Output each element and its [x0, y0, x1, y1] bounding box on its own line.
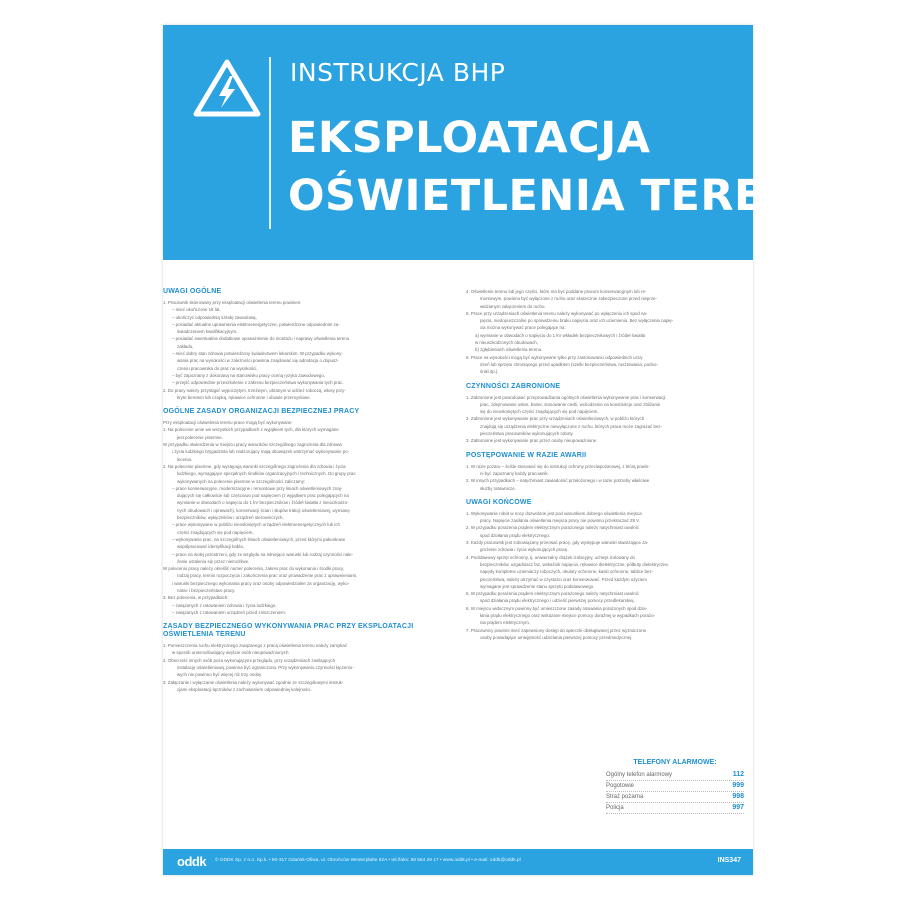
body-text-line: – ukończyć odpowiednią szkołę zawodową, — [172, 314, 257, 320]
left-column — [163, 288, 423, 700]
body-text-line: śniki itp.). — [480, 369, 499, 375]
body-text-line: – mieć dobry stan zdrowia potwierdzony świadectwem lekarskim. W przypadku wykony- — [172, 351, 343, 357]
body-text-line: – posiadać ewentualnie dodatkowe upoważnienie do montażu i naprawy oświetlenia terenu — [172, 336, 350, 342]
body-text-line: osoby posiadające umiejętność udzielania pierwszej pomocy przedmedycznej. — [480, 634, 633, 640]
section — [466, 288, 744, 376]
body-text-line: 7. Pracownicy powinni mieć zapewniony dostęp do apteczki obsługiwanej przez wyznaczone — [466, 627, 647, 633]
body-text-line: pieczeństwu pracowników wykonujących roboty. — [480, 431, 574, 437]
body-text-line: widzianym załączeniem do ruchu. — [480, 303, 546, 309]
body-text-line: 1. Zabronione jest powodować przeprowadzania ogólnych oświetlenia wykonywanie prac i konserwacji — [466, 394, 666, 400]
body-text-line: 4. Podstawowy sprzęt ochronny, tj. uniwersalny drążek izolacyjny, uchwyt izolowany do — [466, 554, 635, 560]
body-text-line: ni być zapoznany każdy pracownik. — [480, 470, 549, 476]
phone-number: 999 — [732, 782, 744, 789]
body-text-line: – prace wykonywane w pobliżu nieosłoniętych urządzeń elektroenergetycznych lub ich — [172, 522, 340, 528]
body-text-line: wania prac na wysokości w zależności powinna znajdować się adnotacja o dopusz- — [177, 358, 339, 364]
body-text-line: i warunki bezpiecznego wykonania pracy oraz osoby odpowiedzialne za organizację, wyko- — [172, 580, 350, 586]
body-text-line: instalację oświetleniową, powinna być ograniczona. Przy wykonywaniu czynności łączenio- — [177, 665, 354, 671]
body-text-line: W przypadku stwierdzenia w miejscu pracy warunków szczególnego zagrożenia dla zdrowia — [163, 442, 342, 448]
section — [466, 452, 744, 492]
phone-row — [606, 781, 744, 792]
body-text-line: 3. Załączanie i wyłączanie oświetlenia należy wykonywać zgodnie ze szczegółowymi instruk- — [163, 679, 344, 685]
body-text-line: montowym, powinno być wyłączone z ruchu oraz skutecznie zabezpieczone przed nieprze- — [480, 296, 657, 302]
phone-number: 997 — [732, 804, 744, 811]
body-text-line: wymagane jest sprawdzenie stanu sprzętu podstawowego. — [480, 583, 595, 589]
body-text-line: 3. Każdy pracownik jest zobowiązany przerwać pracę, gdy występuje warunki stwarzające za- — [466, 540, 649, 546]
phone-label: Policja — [606, 805, 624, 811]
body-text-line: świadczeniem kwalifikacyjnym, — [177, 329, 238, 335]
section — [163, 288, 423, 401]
body-text-line: spod działania prądu elektrycznego. — [480, 532, 551, 538]
title-line-1: EKSPLOATACJA — [288, 113, 651, 163]
section-heading: UWAGI OGÓLNE — [163, 288, 222, 295]
body-text-line: wych nie powinno być więcej niż trzy osoby. — [177, 672, 263, 678]
phones-list — [606, 770, 744, 814]
phone-number: 998 — [732, 793, 744, 800]
emergency-phones — [606, 759, 744, 814]
body-text-line: służby ratownicze. — [480, 485, 516, 491]
body-text-line: kryte beretem lub czapką, rękawice ochronne i obuwie przemysłowe. — [177, 394, 311, 400]
body-text-line: 6. W miejscu widocznym powinny być umieszczone zasady ratowania porażonych spod dzia- — [466, 605, 648, 611]
phones-heading: TELEFONY ALARMOWE: — [633, 759, 717, 766]
footer-document-code: INS347 — [717, 857, 741, 864]
section — [163, 408, 423, 616]
body-text-line: jest polecenie pisemne. — [177, 434, 223, 440]
body-text-line: 2. W przypadku porażenia prądem elektrycznym porażonego należy natychmiast uwolnić — [466, 525, 639, 531]
high-voltage-warning-icon — [193, 59, 261, 117]
body-text-line: pieczeństwa, należy utrzymać w czystości oraz konserwować. Przed każdym użyciem — [480, 576, 647, 582]
body-text-line: spod działania prądu elektrycznego i udzielić pierwszej pomocy przedlekarskiej. — [480, 598, 635, 604]
body-text-line: 1. W razie pożaru – ściśle stosować się do instrukcji ochrony przeciwpożarowej, z którą powin- — [466, 463, 650, 469]
right-column — [466, 288, 744, 648]
body-text-line: dzeń lub sprzętu chroniącego przed upadkiem (szelki bezpieczeństwa, rusztowania, podno- — [480, 361, 658, 367]
body-text-line: wykonywanych na polecenie pisemne w szczególności zaliczamy: — [177, 478, 306, 484]
body-text-line: i życia ludzkiego brygadzista lub nadzorujący mają obowiązek wstrzymać wykonywanie po- — [172, 449, 350, 455]
phone-label: Pogotowie — [606, 783, 635, 789]
body-text-line: części znajdujących się pod napięciem, — [177, 529, 254, 535]
phone-row — [606, 770, 744, 781]
body-text-line: ludzkiego, wymagające specjalnych środków organizacyjnych i technicznych. Do grupy prac — [177, 471, 356, 477]
footer-bar — [163, 849, 753, 875]
body-text-line: cia można wykonywać prace polegające na: — [480, 325, 566, 331]
body-text-line: – być zapoznany z dokonaną na stanowisku pracy oceną ryzyka zawodowego, — [172, 372, 326, 378]
phone-label: Straż pożarna — [606, 794, 644, 800]
body-text-line: dujących się całkowicie lub częściowo pod napięciem (z wyjątkiem prac polegających na — [177, 493, 349, 499]
section-heading: UWAGI KOŃCOWE — [466, 498, 532, 506]
body-text-line: 6. Prace na wysokości mogą być wykonywane tylko przy zastosowaniu odpowiednich urzą- — [466, 354, 644, 360]
body-text-line: – przejść odpowiednie przeszkolenie z zakresu bezpieczeństwa wykonywania tych prac. — [172, 380, 344, 386]
body-text-line: – wykonywanie prac, na szczególnych liniach oświetleniowych, przed którymi pakunkowe — [172, 536, 346, 542]
body-text-line: nanie i bezpieczeństwo pracy. — [177, 587, 236, 593]
body-text-line: wymianie w obwodach o napięciu do 1 kV bezpieczników i źródeł światła z nieuszkodzo- — [177, 500, 349, 506]
document-kicker: INSTRUKCJA BHP — [290, 58, 506, 87]
body-text-line: rodzaj pracy, termin rozpoczęcia i zakończenia prac oraz prowadzenie prac z uprawnieniami, — [177, 573, 358, 579]
footer-logo: oddk — [177, 854, 207, 869]
body-text-line: nych obudowach i oprawach), konserwacji ścian i słupów trakcji oświetleniowej, wymianę — [177, 507, 350, 513]
footer-contact-text: © ODDK Sp. z o.o. Sp.k. • 80-317 Gdańsk-Oliwa, ul. Obrońców Westerplatte 52A • tel./faks: 58 554 29 17 • www.oddk.pl • e-mail: oddk@oddk.pl — [215, 858, 521, 863]
header-divider — [269, 57, 271, 229]
body-text-line: bezpieczników, wyłączników i urządzeń sterowniczych, — [177, 515, 284, 521]
document-title — [288, 109, 836, 225]
body-text-line: 1. Na polecenie umie we wszystkich przypadkach z wyjątkiem tych, dla których wymagane — [163, 427, 339, 433]
body-text-line: lecenia. — [177, 456, 193, 462]
body-text-line: – związanych z ratowaniem urządzeń przed zniszczeniem. — [172, 609, 286, 615]
body-text-line: – posiadać aktualne uprawnienia elektroenergetyczne, potwierdzone odpowiednim za- — [172, 321, 340, 327]
phone-row — [606, 803, 744, 814]
body-text-line: współpracować identyfikacji kabla, — [177, 544, 244, 550]
body-text-line: łania prądu elektrycznego oraz wskazane miejsce pomocy doraźnej w wypadkach porażo- — [480, 612, 655, 618]
body-text-line: 5. W przypadku porażenia prądem elektrycznym porażonego należy natychmiast uwolnić — [466, 591, 639, 597]
body-text-line: – związanych z ratowaniem zdrowia i życia ludzkiego, — [172, 602, 277, 608]
body-text-line: znajdują się urządzenia elektryczne niewyłączone z ruchu, których praca może zagrażać bez- — [480, 423, 663, 429]
section-heading: ZASADY BEZPIECZNEGO WYKONYWANIA PRAC PRZY EKSPLOATACJI OŚWIETLENIA TERENU — [163, 623, 414, 639]
phone-row — [606, 792, 744, 803]
body-text-line: 4. Oświetlenie terenu lub jego części, które ma być poddane pracom konserwacyjnym lub re- — [466, 289, 647, 294]
body-text-line: grożenie zdrowia i życia wykonujących pracę. — [480, 547, 569, 553]
header-banner — [163, 25, 836, 260]
section-heading: POSTĘPOWANIE W RAZIE AWARII — [466, 451, 587, 459]
body-text-line: 2. Do pracy należy przystąpić wypoczętym, trzeźwym, ubranym w odzież roboczą, włosy przy- — [163, 387, 346, 393]
body-text-line: 1. Pomieszczenia ruchu elektrycznego związanego z pracą oświetlenia terenu należy zamykać — [163, 643, 348, 649]
body-text-line: 2. Obecność innych osób poza wykonującymi przeglądu, przy urządzeniach zasilających — [163, 657, 336, 663]
body-text-line: b) zgłębieniach oświetlenia terenu. — [475, 347, 543, 353]
body-text-line: 2. W innych przypadkach – natychmiast zawiadomić przełożonego i w razie potrzeby właściwe — [466, 478, 650, 484]
body-text-line: 5. Prace przy urządzeniach oświetlenia terenu należy wykonywać po wyłączeniu ich spod na- — [466, 310, 648, 316]
body-text-line: czeniu pracownika do prac na wysokości, — [177, 365, 258, 371]
body-text-line: prac, zdejmowanie osłon, barier, stosowanie cieśli, wchodzenie na konstrukcje oraz zbliżanie — [480, 401, 661, 407]
body-text-line: a) wymianie w obwodach o napięciu do 1 kV wkładek bezpiecznikowych i źródeł światła — [475, 332, 646, 338]
phone-number: 112 — [732, 771, 744, 778]
body-text-line: W poleceniu pracy należy określić numer polecenia, zakres prac do wykonania i środki pracy, — [163, 566, 344, 572]
title-line-2: OŚWIETLENIA TERENU — [288, 171, 836, 221]
body-text-line: 2. Zabronione jest wykonywanie prac przy urządzeniach oświetleniowych, w pobliżu których — [466, 416, 645, 422]
body-text-line: 1. Wykonywanie robót w nocy dozwolone jest pod warunkiem dobrego oświetlenia miejsca — [466, 510, 642, 516]
body-text-line: w nieuszkodzonych obudowach, — [475, 340, 538, 346]
body-text-line: – prace na wolej przestrzeni, gdy ze względu na istniejące warunki lub rodzaj czynności nale- — [172, 551, 354, 557]
body-text-line: 1. Pracownik skierowany przy eksploatacji oświetlenia terenu powinien: — [163, 300, 302, 305]
body-text-line: pięcia, niedopuszczalne po sprawdzeniu braku napięcia oraz ich uziemieniu. Bez wyłączenia napię- — [480, 318, 674, 324]
instruction-sheet — [163, 25, 836, 875]
body-text-line: nia prądem elektrycznym. — [480, 620, 531, 626]
section — [466, 499, 744, 641]
body-text-line: Przy eksploatacji oświetlenia terenu prace mogą być wykonywane: — [163, 420, 293, 426]
body-text-line: w sposób uniemożliwiający wejście osób nieupoważnionych. — [172, 650, 290, 656]
body-text-line: 2. Na polecenie pisemne, gdy występują warunki szczególnego zagrożenia dla zdrowia i życia — [163, 463, 346, 469]
body-text-line: się do nieosłoniętych części znajdujących się pod napięciem. — [480, 409, 599, 415]
body-text-line: 3. Zabronione jest wykonywanie prac przez osoby nieupoważnione. — [466, 438, 598, 444]
section — [163, 623, 423, 693]
body-text-line: – mieć ukończone 18 lat, — [172, 307, 221, 313]
section-heading: OGÓLNE ZASADY ORGANIZACJI BEZPIECZNEJ PRACY — [163, 408, 360, 416]
body-text-line: żenie ustaleniu się przez niemożliwe. — [177, 558, 250, 564]
body-text-line: – prace konserwacyjne, modernizacyjne i remontowe przy liniach oświetleniowych znaj- — [172, 485, 343, 491]
phone-label: Ogólny telefon alarmowy — [606, 772, 673, 778]
body-text-line: pracy. Napięcie zasilania oświetlenia miejsca pracy nie powinno przekraczać 25 V. — [480, 518, 640, 524]
section — [466, 383, 744, 445]
body-text-line: zakładu, — [177, 343, 194, 349]
body-text-line: napędy kompletne uziemiaczy roboczych, okulary ochronne, kaski ochronne, tablice bez- — [480, 569, 654, 575]
body-text-line: 3. Bez polecenia, w przypadkach: — [163, 595, 229, 601]
body-text-line: cjami eksploatacji łączników z zachowaniem odpowiedniej kolejności. — [177, 686, 312, 692]
body-text-line: bezpieczników, uzgadniacz faz, wskaźnik napięcia, rękawice dielektryczne, półbuty dielektryczne, — [480, 561, 670, 567]
section-heading: CZYNNOŚCI ZABRONIONE — [466, 382, 561, 390]
